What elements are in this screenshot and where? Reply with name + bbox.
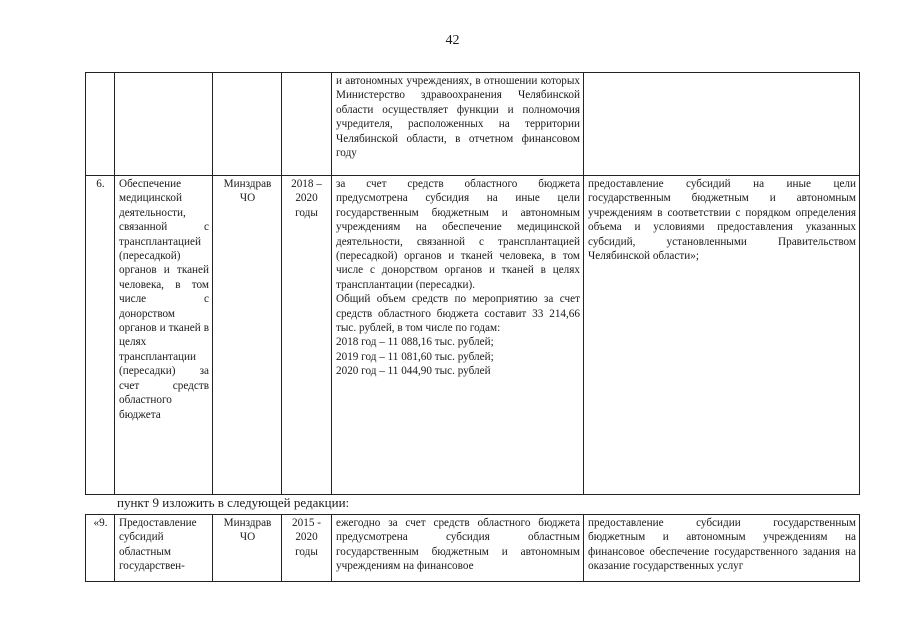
page-number: 42 <box>445 33 460 48</box>
description-text: за счет средств областного бюджета предусмотрена субсидия на иные цели государственным бюджетным и автономным учреждениям на обеспечение медицинской деятельности, связанной с трансплантацией (пересадкой) органов и тканей человека, в том числе с донорством органов и тканей в целях трансплантации (пересадки). <box>336 178 580 291</box>
cell-executor <box>213 73 282 176</box>
cell-mechanism: предоставление субсидии государственным бюджетным и автономным учреждениям на финансовое обеспечение государственного задания на оказание государственных услуг <box>584 515 860 582</box>
cell-period: 2018 – 2020 годы <box>282 176 332 495</box>
cell-name: Обеспечение медицинской деятельности, связанной с трансплантацией (пересадкой) органов и тканей человека, в том числе с донорством органов и тканей в целях трансплантации (пересадки) за счет средств областного бюджета <box>115 176 213 495</box>
cell-period: 2015 - 2020 годы <box>282 515 332 582</box>
cell-name <box>115 73 213 176</box>
table-row-continuation <box>86 73 860 176</box>
table-row-6 <box>86 176 860 495</box>
cell-mechanism: предоставление субсидий на иные цели государственным бюджетным и автономным учреждениям в соответствии с порядком определения объема и условиями предоставления указанных субсидий, установленными Правительством Челябинской области»; <box>584 176 860 495</box>
cell-mechanism <box>584 73 860 176</box>
table-row-9 <box>86 515 860 582</box>
cell-description: и автономных учреждениях, в отношении которых Министерство здравоохранения Челябинской области осуществляет функции и полномочия учредителя, расположенных на территории Челябинской области, в отчетном финансовом году <box>332 73 584 176</box>
cell-executor: Минздрав ЧО <box>213 515 282 582</box>
program-activities-table <box>85 72 860 495</box>
amount-2018: 2018 год – 11 088,16 тыс. рублей; <box>336 336 494 349</box>
cell-name: Предоставление субсидий областным государствен- <box>115 515 213 582</box>
transition-text: пункт 9 изложить в следующей редакции: <box>117 495 350 510</box>
amount-2020: 2020 год – 11 044,90 тыс. рублей <box>336 365 491 378</box>
cell-number: «9. <box>86 515 115 582</box>
cell-number: 6. <box>86 176 115 495</box>
cell-period <box>282 73 332 176</box>
cell-number <box>86 73 115 176</box>
cell-executor: Минздрав ЧО <box>213 176 282 495</box>
total-amount-text: Общий объем средств по мероприятию за счет средств областного бюджета составит 33 214,66 тыс. рублей, в том числе по годам: <box>336 293 580 335</box>
cell-description <box>332 176 584 495</box>
cell-description: ежегодно за счет средств областного бюджета предусмотрена субсидия областным государственным бюджетным и автономным учреждениям на финансовое <box>332 515 584 582</box>
amount-2019: 2019 год – 11 081,60 тыс. рублей; <box>336 350 494 363</box>
program-activities-table-continued <box>85 514 860 582</box>
